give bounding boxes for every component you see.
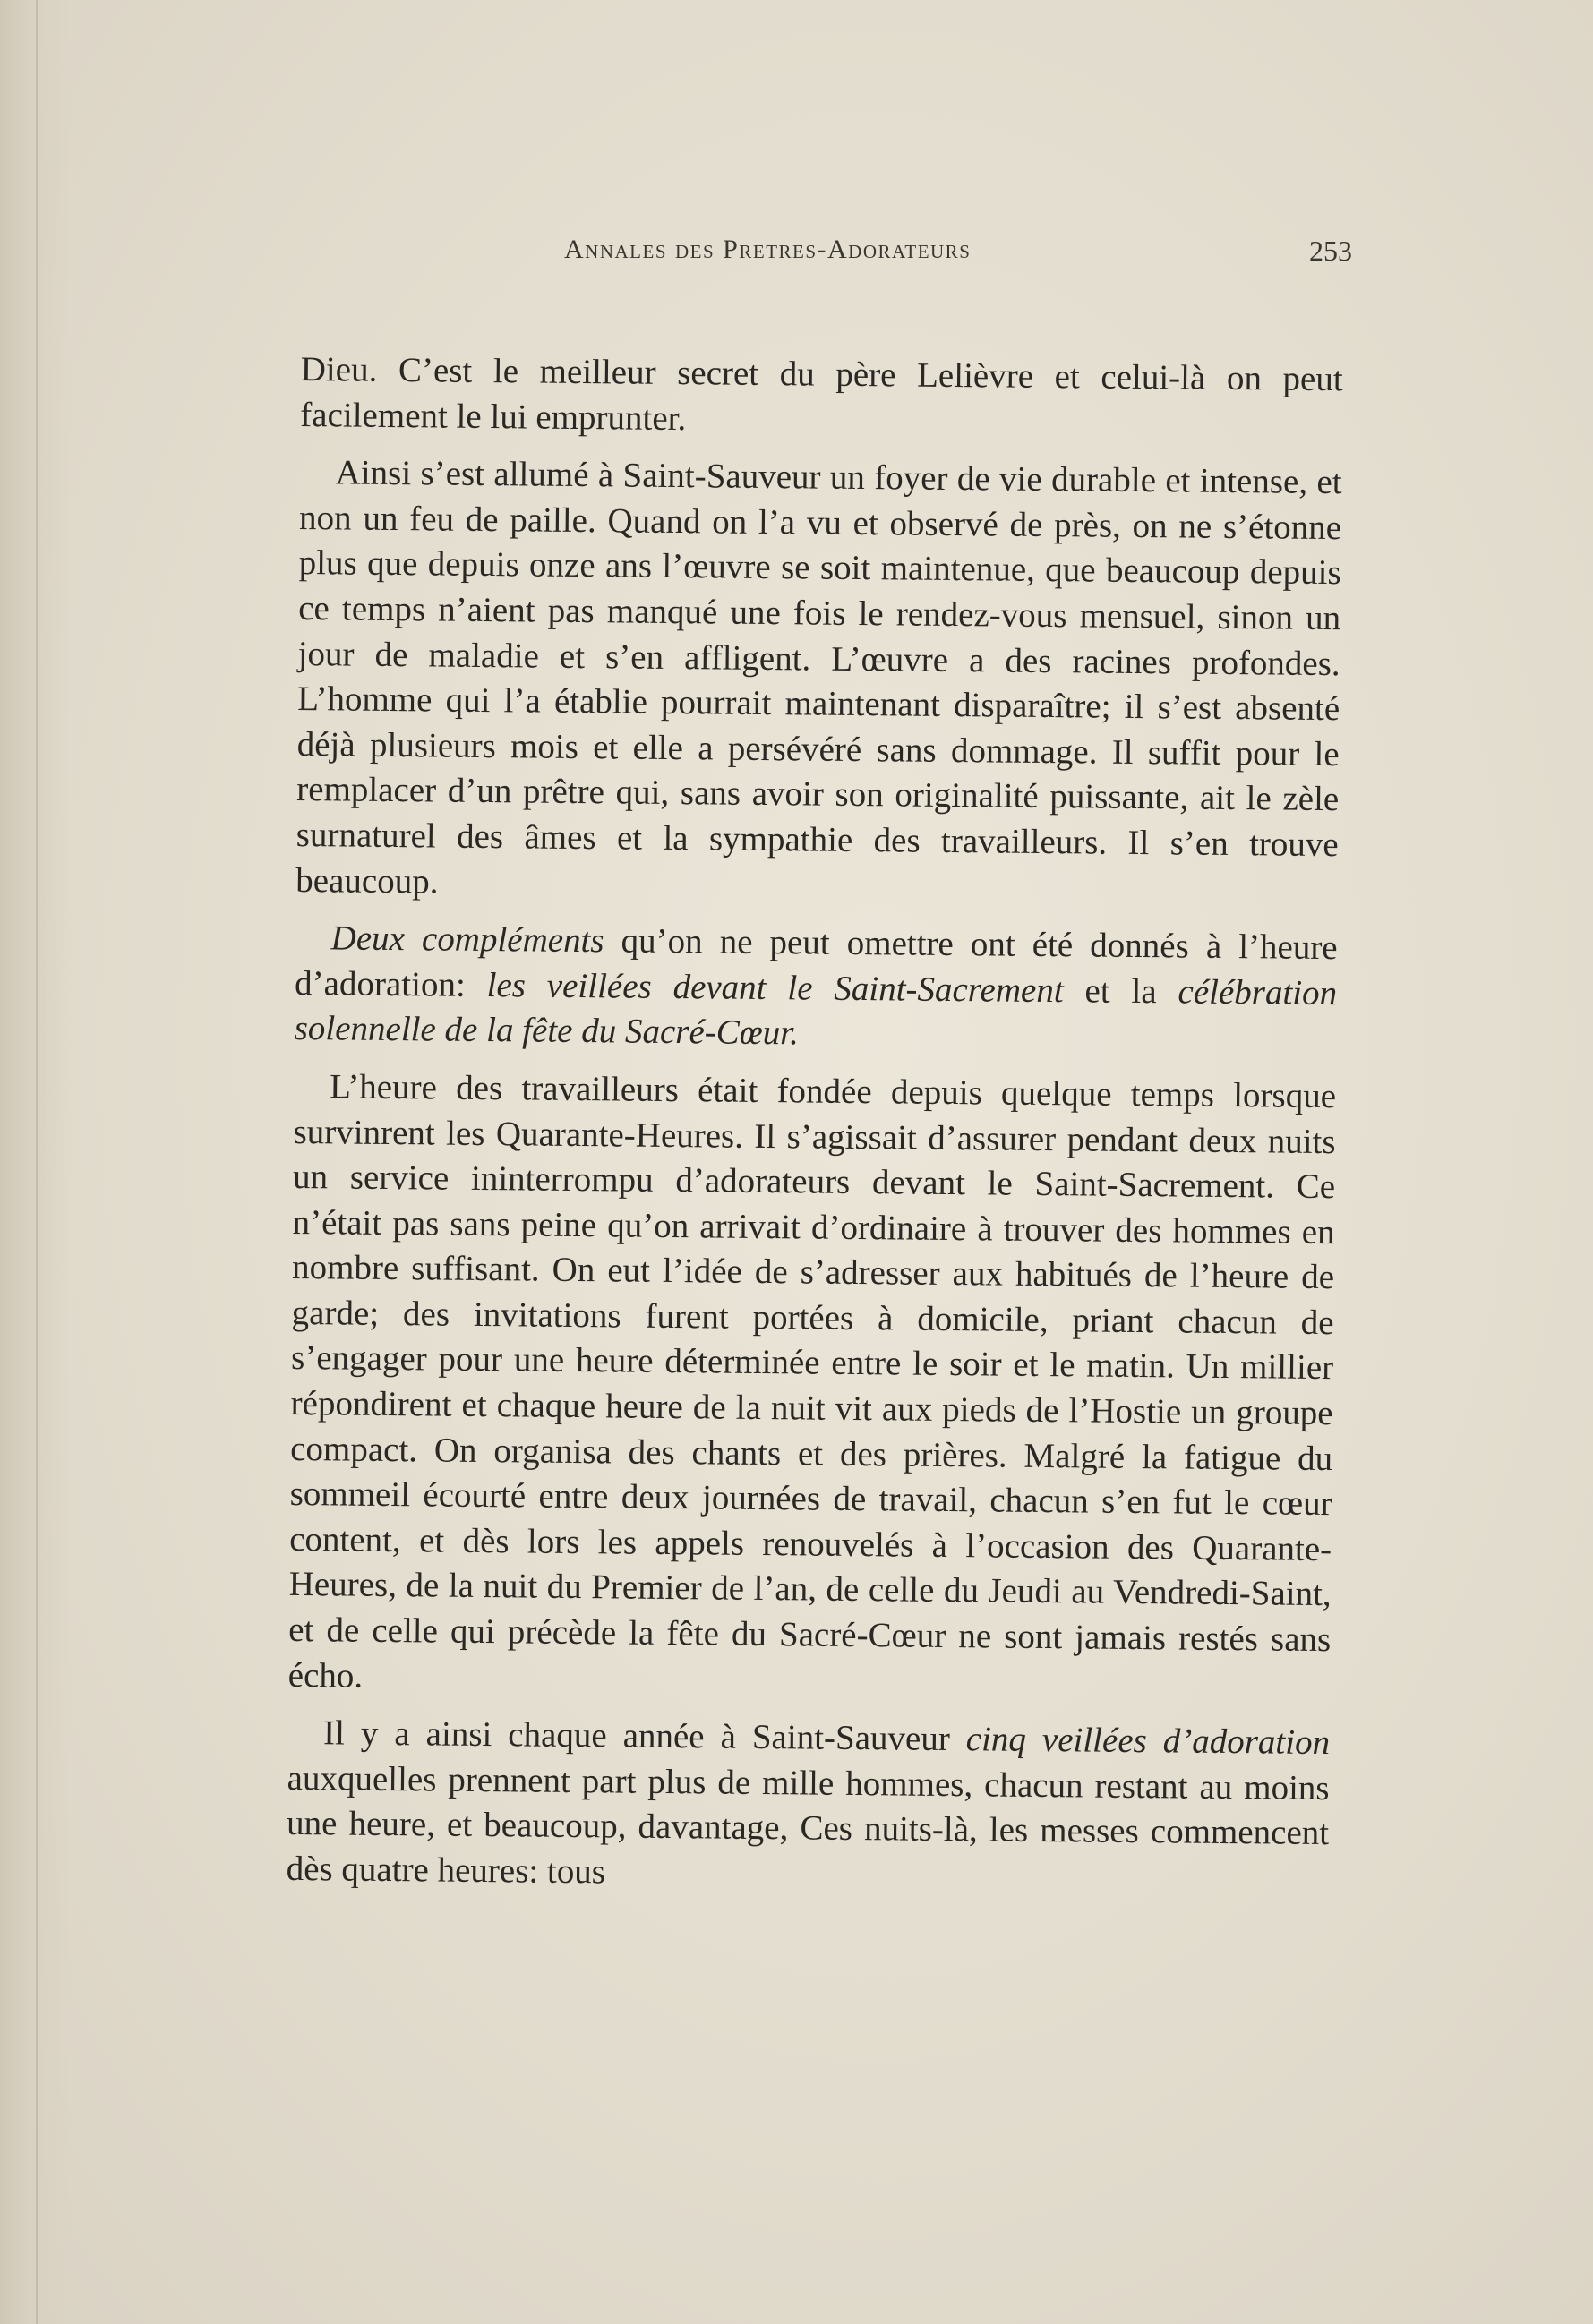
- paragraph-3-text-b: et la: [1063, 970, 1178, 1012]
- paragraph-5: [286, 1711, 1330, 1902]
- paragraph-1-text: Dieu. C’est le meilleur secret du père Lelièvre et celui-là on peut facilement le lui emprunter.: [300, 349, 1343, 438]
- paragraph-1: [300, 347, 1343, 448]
- paragraph-3-text-a: qu’on ne peut omettre ont été donnés à l’heure d’adoration:: [294, 921, 1338, 1004]
- paragraph-4: [288, 1064, 1337, 1708]
- paragraph-5-text-b: auxquelles prennent part plus de mille hommes, chacun restant au moins une heure, et beaucoup, davantage, Ces nuits-là, les messes commencent dès quatre heures: tous: [286, 1758, 1330, 1892]
- page-number: 253: [1309, 235, 1352, 267]
- running-title: Annales des Pretres-Adorateurs: [564, 235, 972, 264]
- paragraph-2: [295, 450, 1342, 913]
- paragraph-5-text-a: Il y a ainsi chaque année à Saint-Sauveur: [322, 1713, 966, 1759]
- emphasis-celebration: célébration solennelle de la fête du Sacré-Cœur.: [294, 972, 1338, 1053]
- emphasis-cinq-veillees: cinq veillées d’adoration: [965, 1720, 1331, 1763]
- paragraph-3: [294, 916, 1337, 1062]
- body-text: [286, 347, 1343, 1902]
- emphasis-deux-complements: Deux compléments: [330, 918, 604, 961]
- running-head: [269, 235, 1352, 279]
- paragraph-2-text: Ainsi s’est allumé à Saint-Sauveur un foyer de vie durable et intense, et non un feu de paille. Quand on l’a vu et observé de près, on ne s’étonne plus que depuis onze ans l’œuvre se soit maintenue, que beaucoup depuis ce temps n’aient pas manqué une fois le rendez-vous mensuel, sinon un jour de maladie et s’en affligent. L’œuvre a des racines profondes. L’homme qui l’a établie pourrait maintenant disparaître; il s’est absenté déjà plusieurs mois et elle a persévéré sans dommage. Il suffit pour le remplacer d’un prêtre qui, sans avoir son originalité puissante, ait le zèle surnaturel des âmes et la sympathie des travailleurs. Il s’en trouve beaucoup.: [295, 453, 1342, 901]
- binding-line: [36, 0, 38, 2324]
- emphasis-veillees: les veillées devant le Saint-Sacrement: [486, 965, 1064, 1010]
- paragraph-4-text: L’heure des travailleurs était fondée depuis quelque temps lorsque survinrent les Quarante-Heures. Il s’agissait d’assurer pendant deux nuits un service ininterrompu d’adorateurs devant le Saint-Sacrement. Ce n’était pas sans peine qu’on arrivait d’ordinaire à trouver des hommes en nombre suffisant. On eut l’idée de s’adresser aux habitués de l’heure de garde; des invitations furent portées à domicile, priant chacun de s’engager pour une heure déterminée entre le soir et le matin. Un millier répondirent et chaque heure de la nuit vit aux pieds de l’Hostie un groupe compact. On organisa des chants et des prières. Malgré la fatigue du sommeil écourté entre deux journées de travail, chacun s’en fut le cœur content, et dès lors les appels renouvelés à l’occasion des Quarante-Heures, de la nuit du Premier de l’an, de celle du Jeudi au Vendredi-Saint, et de celle qui précède la fête du Sacré-Cœur ne sont jamais restés sans écho.: [287, 1067, 1337, 1696]
